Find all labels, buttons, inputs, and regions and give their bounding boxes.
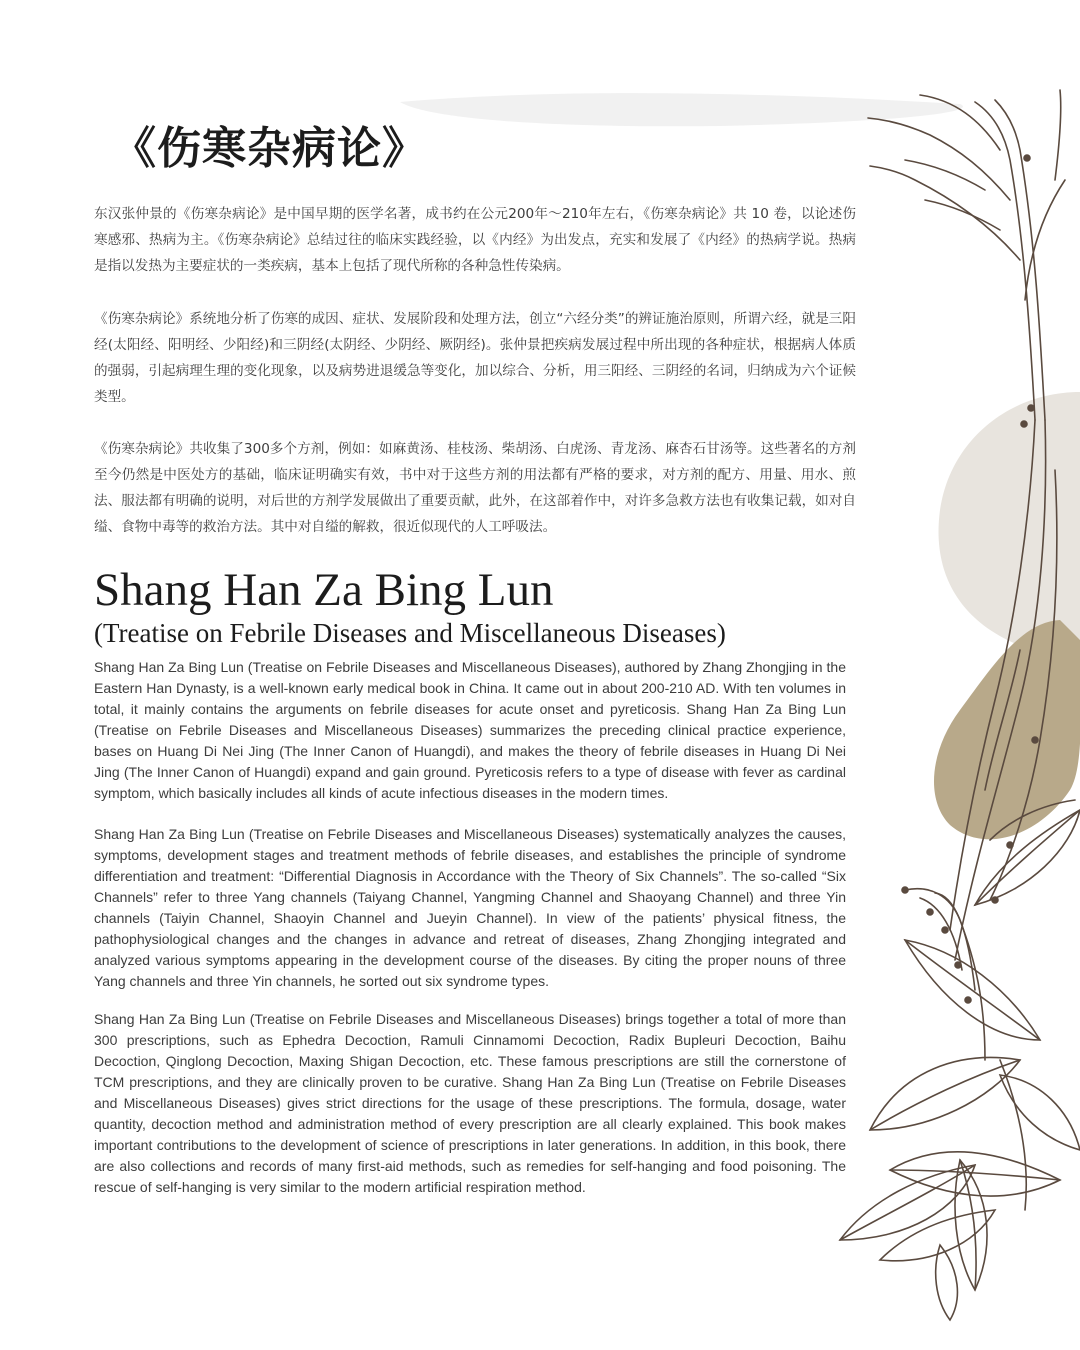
paragraph-english-3: Shang Han Za Bing Lun (Treatise on Febrile Diseases and Miscellaneous Diseases) brings together a total of more than 300 prescriptions, such as Ephedra Decoction, Ramuli Cinnamomi Decoction, Radix Bupleuri Decoction, Baihu Decoction, Qinglong Decoction, Maxing Shigan Decoction, etc. These famous prescriptions are still the cornerstone of TCM prescriptions, and they are clinically proven to be curative. Shang Han Za Bing Lun (Treatise on Febrile Diseases and Miscellaneous Diseases) gives strict directions for the usage of these prescriptions. The formula, dosage, water quantity, decoction method and administration method of every prescription are all clearly explained. This book makes important contributions to the development of science of prescriptions in later generations. In addition, in this book, there are also collections and records of many first-aid methods, such as remedies for self-hanging and food poisoning. The rescue of self-hanging is very similar to the modern artificial respiration method. <box>94 1011 846 1195</box>
paragraph-english-2: Shang Han Za Bing Lun (Treatise on Febrile Diseases and Miscellaneous Diseases) systematically analyzes the causes, symptoms, development stages and treatment methods of febrile diseases, and establishes the principle of syndrome differentiation and treatment: “Differential Diagnosis in Accordance with the Theory of Six Channels”. The so-called “Six Channels” refer to three Yang channels (Taiyang Channel, Yangming Channel and Shaoyang Channel) and three Yin channels (Taiyin Channel, Shaoyin Channel and Jueyin Channel). In view of the patients’ physical fitness, the pathophysiological changes and the changes in advance and retreat of diseases, Zhang Zhongjing integrated and analyzed various symptoms appearing in the development course of the diseases. By citing the proper nouns of three Yang channels and three Yin channels, he sorted out six syndrome types. <box>94 826 846 989</box>
title-english: Shang Han Za Bing Lun <box>94 564 554 616</box>
paragraph-chinese-3: 《伤寒杂病论》共收集了300多个方剂，例如：如麻黄汤、桂枝汤、柴胡汤、白虎汤、青龙汤、麻杏石甘汤等。这些著名的方剂至今仍然是中医处方的基础，临床证明确实有效，书中对于这些方剂的用法都有严格的要求，对方剂的配方、用量、用水、煎法、服法都有明确的说明，对后世的方剂学发展做出了重要贡献，此外，在这部着作中，对许多急救方法也有收集记载，如对自缢、食物中毒等的救治方法。其中对自缢的解救，很近似现代的人工呼吸法。 <box>94 441 856 535</box>
subtitle-english: (Treatise on Febrile Diseases and Miscellaneous Diseases) <box>94 618 726 648</box>
paragraph-english-1: Shang Han Za Bing Lun (Treatise on Febrile Diseases and Miscellaneous Diseases), authored by Zhang Zhongjing in the Eastern Han Dynasty, is a well-known early medical book in China. It came out in about 200-210 AD. With ten volumes in total, it mainly contains the arguments on febrile diseases for acute onset and pyreticosis. Shang Han Za Bing Lun (Treatise on Febrile Diseases and Miscellaneous Diseases) summarizes the preceding clinical practice experience, bases on Huang Di Nei Jing (The Inner Canon of Huangdi), and makes the theory of febrile diseases in Huang Di Nei Jing (The Inner Canon of Huangdi) expand and gain ground. Pyreticosis refers to a type of disease with fever as cardinal symptom, which basically includes all kinds of acute infectious diseases in the modern times. <box>94 659 846 801</box>
paragraph-chinese-2: 《伤寒杂病论》系统地分析了伤寒的成因、症状、发展阶段和处理方法，创立“六经分类”的辨证施治原则，所谓六经，就是三阳经(太阳经、阳明经、少阳经)和三阴经(太阴经、少阴经、厥阴经)。张仲景把疾病发展过程中所出现的各种症状，根据病人体质的强弱，引起病理生理的变化现象，以及病势进退缓急等变化，加以综合、分析，用三阳经、三阴经的名词，归纳成为六个证候类型。 <box>94 311 856 405</box>
title-chinese: 《伤寒杂病论》 <box>112 123 427 174</box>
paragraph-chinese-1: 东汉张仲景的《伤寒杂病论》是中国早期的医学名著，成书约在公元200年～210年左右，《伤寒杂病论》共 10 卷，以论述伤寒感邪、热病为主。《伤寒杂病论》总结过往的临床实践经验，以《内经》为出发点，充实和发展了《内经》的热病学说。热病是指以发热为主要症状的一类疾病，基本上包括了现代所称的各种急性传染病。 <box>94 206 856 274</box>
